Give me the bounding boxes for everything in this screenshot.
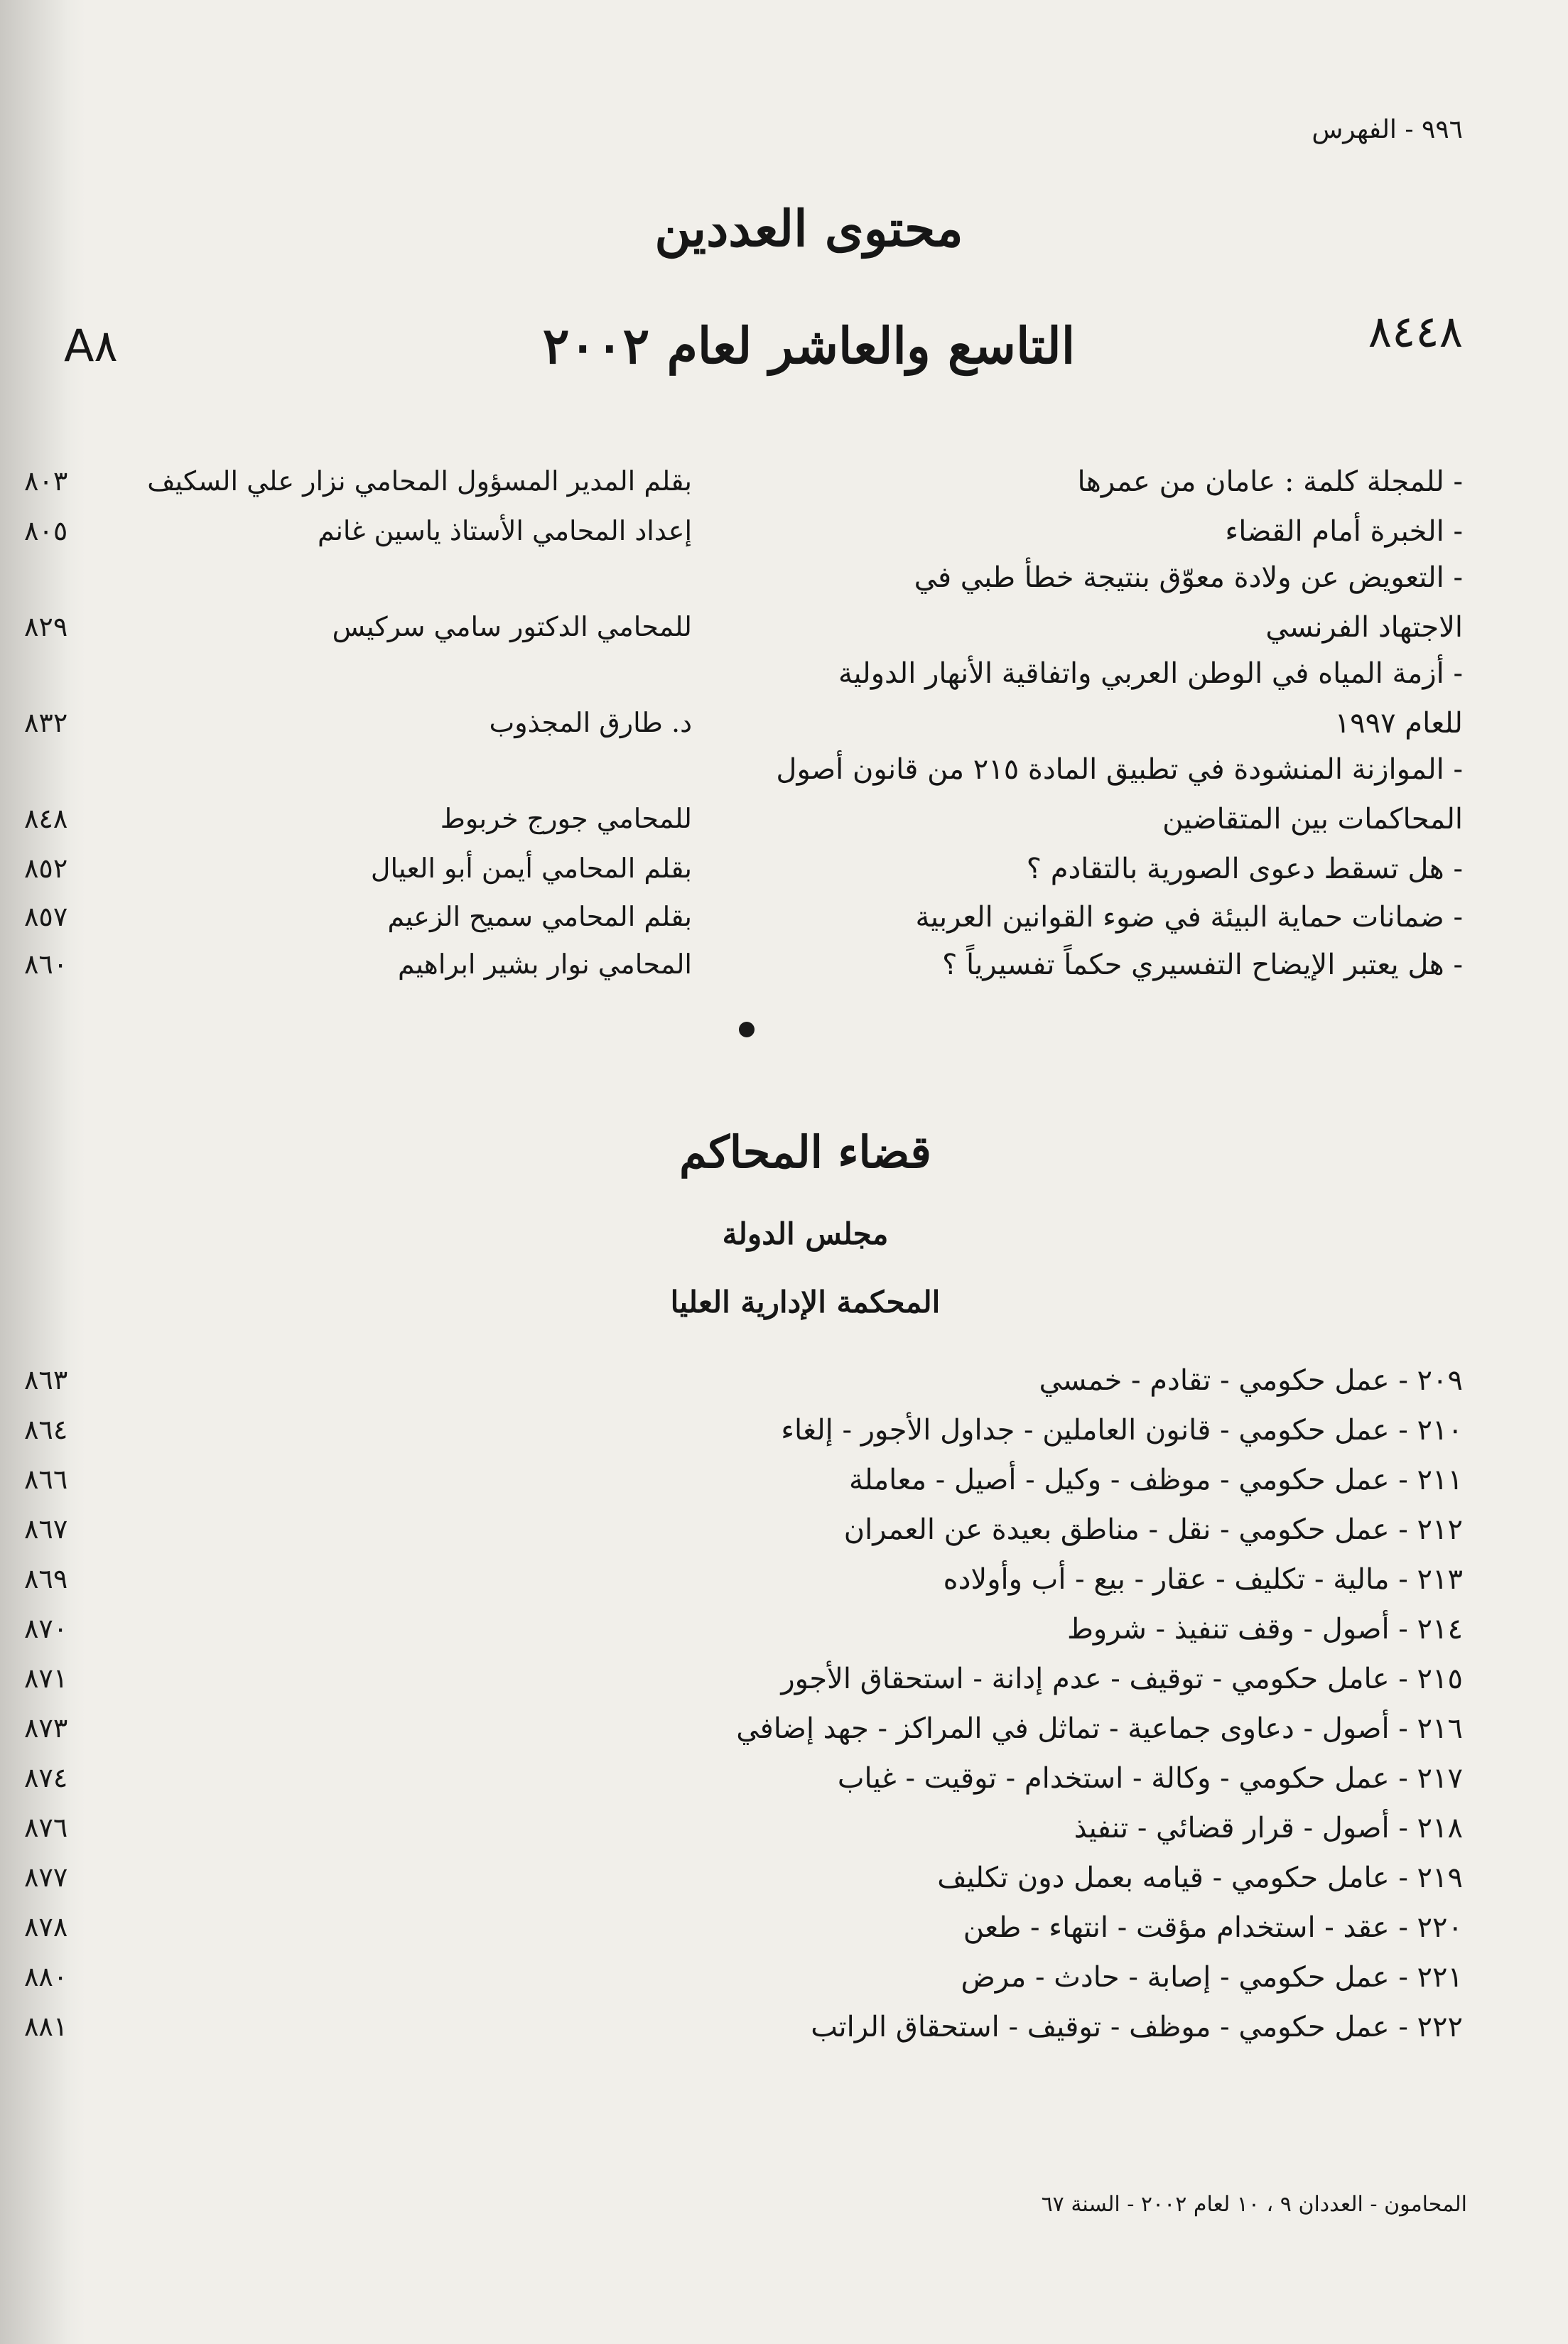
toc-entry-title: - ضمانات حماية البيئة في ضوء القوانين العربية	[915, 901, 1463, 934]
toc-entry	[24, 753, 1463, 801]
toc-entry	[24, 803, 1463, 851]
toc-entry	[24, 611, 1463, 659]
toc-entry-author: المحامي نوار بشير ابراهيم	[398, 949, 692, 980]
case-entry-title: ٢١٨ - أصول - قرار قضائي - تنفيذ	[1074, 1812, 1463, 1845]
case-entry	[24, 1712, 1463, 1761]
page-title: محتوى العددين	[654, 199, 963, 258]
case-entry	[24, 1464, 1463, 1512]
case-entry-page: ٨٧٨	[24, 1911, 68, 1943]
case-entry-title: ٢١٧ - عمل حكومي - وكالة - استخدام - توقيت - غياب	[837, 1762, 1463, 1795]
case-entry	[24, 1812, 1463, 1860]
toc-entry-page: ٨٢٩	[24, 611, 68, 642]
case-entry-page: ٨٧٣	[24, 1712, 68, 1744]
case-entry-page: ٨٧١	[24, 1663, 68, 1694]
case-entry-page: ٨٨٠	[24, 1961, 68, 1992]
case-entry	[24, 1613, 1463, 1661]
toc-entry-title: - الخبرة أمام القضاء	[1225, 515, 1463, 548]
toc-entry	[24, 657, 1463, 706]
toc-entry	[24, 707, 1463, 755]
case-entry-title: ٢٢٢ - عمل حكومي - موظف - توقيف - استحقاق الراتب	[811, 2011, 1463, 2043]
case-entry	[24, 1364, 1463, 1413]
toc-entry-title: - هل تسقط دعوى الصورية بالتقادم ؟	[1026, 853, 1463, 885]
case-entry-title: ٢١٠ - عمل حكومي - قانون العاملين - جداول الأجور - إلغاء	[781, 1414, 1463, 1447]
toc-entry-page: ٨٥٧	[24, 901, 68, 932]
toc-entry-title: - الموازنة المنشودة في تطبيق المادة ٢١٥ من قانون أصول	[776, 753, 1463, 786]
toc-entry-page: ٨٥٢	[24, 853, 68, 884]
case-entry-page: ٨٦٩	[24, 1563, 68, 1594]
case-entry-page: ٨٦٧	[24, 1513, 68, 1545]
toc-entry-page: ٨٣٢	[24, 707, 68, 738]
case-entry	[24, 1563, 1463, 1611]
case-entry-title: ٢١٣ - مالية - تكليف - عقار - بيع - أب وأولاده	[943, 1563, 1463, 1596]
toc-entry-page: ٨٠٥	[24, 515, 68, 546]
case-entry-title: ٢١٥ - عامل حكومي - توقيف - عدم إدانة - استحقاق الأجور	[781, 1663, 1463, 1695]
toc-entry-title: - هل يعتبر الإيضاح التفسيري حكماً تفسيرياً ؟	[942, 949, 1463, 981]
toc-entry-title: المحاكمات بين المتقاضين	[1162, 803, 1463, 836]
toc-entry-author: بقلم المدير المسؤول المحامي نزار علي السكيف	[147, 465, 692, 497]
handwritten-note-left: A٨	[64, 320, 118, 372]
case-entry-page: ٨٦٦	[24, 1464, 68, 1495]
toc-entry-author: للمحامي الدكتور سامي سركيس	[332, 611, 692, 642]
toc-entry-title: - أزمة المياه في الوطن العربي واتفاقية الأنهار الدولية	[838, 657, 1463, 690]
running-head: ٩٩٦ - الفهرس	[1312, 115, 1463, 144]
case-entry-title: ٢١٦ - أصول - دعاوى جماعية - تماثل في المراكز - جهد إضافي	[736, 1712, 1463, 1745]
case-entry-page: ٨٨١	[24, 2011, 68, 2042]
case-entry	[24, 1513, 1463, 1562]
toc-entry	[24, 515, 1463, 563]
case-entry-page: ٨٧٦	[24, 1812, 68, 1843]
case-entry-title: ٢١٤ - أصول - وقف تنفيذ - شروط	[1066, 1613, 1463, 1646]
toc-entry-title: - التعويض عن ولادة معوّق بنتيجة خطأ طبي في	[914, 561, 1463, 594]
case-entry-page: ٨٦٣	[24, 1364, 68, 1395]
toc-entry	[24, 465, 1463, 514]
case-entry-title: ٢١٩ - عامل حكومي - قيامه بعمل دون تكليف	[937, 1862, 1463, 1894]
section-subheading: مجلس الدولة	[722, 1216, 889, 1251]
toc-entry-author: بقلم المحامي سميح الزعيم	[387, 901, 692, 932]
case-entry	[24, 1961, 1463, 2009]
case-entry	[24, 2011, 1463, 2059]
case-entry	[24, 1414, 1463, 1462]
toc-entry	[24, 561, 1463, 610]
case-entry-page: ٨٦٤	[24, 1414, 68, 1445]
page-footer: المحامون - العددان ٩ ، ١٠ لعام ٢٠٠٢ - السنة ٦٧	[1041, 2192, 1467, 2217]
page-subtitle: التاسع والعاشر لعام ٢٠٠٢	[542, 316, 1076, 375]
case-entry-title: ٢٠٩ - عمل حكومي - تقادم - خمسي	[1039, 1364, 1463, 1397]
toc-entry	[24, 901, 1463, 949]
toc-entry-author: د. طارق المجذوب	[489, 707, 692, 738]
case-entry-title: ٢١١ - عمل حكومي - موظف - وكيل - أصيل - معاملة	[849, 1464, 1463, 1496]
case-entry	[24, 1911, 1463, 1960]
toc-entry	[24, 949, 1463, 997]
toc-entry-page: ٨٠٣	[24, 465, 68, 497]
toc-entry-title: للعام ١٩٩٧	[1334, 707, 1463, 740]
toc-entry-author: إعداد المحامي الأستاذ ياسين غانم	[318, 515, 692, 546]
case-entry-page: ٨٧٠	[24, 1613, 68, 1644]
court-heading: المحكمة الإدارية العليا	[670, 1285, 941, 1319]
toc-entry-page: ٨٤٨	[24, 803, 68, 834]
handwritten-note-right: ٨٤٤٨	[1368, 306, 1463, 357]
case-entry-page: ٨٧٧	[24, 1862, 68, 1893]
section-heading: قضاء المحاكم	[679, 1126, 931, 1178]
case-entry-title: ٢٢١ - عمل حكومي - إصابة - حادث - مرض	[961, 1961, 1463, 1994]
case-entry	[24, 1663, 1463, 1711]
case-entry-title: ٢١٢ - عمل حكومي - نقل - مناطق بعيدة عن العمران	[843, 1513, 1463, 1546]
case-entry-title: ٢٢٠ - عقد - استخدام مؤقت - انتهاء - طعن	[963, 1911, 1463, 1944]
case-entry	[24, 1862, 1463, 1910]
toc-entry	[24, 853, 1463, 901]
toc-entry-title: الاجتهاد الفرنسي	[1265, 611, 1463, 644]
toc-entry-title: - للمجلة كلمة : عامان من عمرها	[1077, 465, 1463, 498]
toc-entry-page: ٨٦٠	[24, 949, 68, 980]
section-divider-bullet	[739, 1022, 755, 1037]
toc-entry-author: للمحامي جورج خربوط	[440, 803, 692, 834]
case-entry	[24, 1762, 1463, 1810]
toc-entry-author: بقلم المحامي أيمن أبو العيال	[370, 853, 692, 884]
case-entry-page: ٨٧٤	[24, 1762, 68, 1793]
